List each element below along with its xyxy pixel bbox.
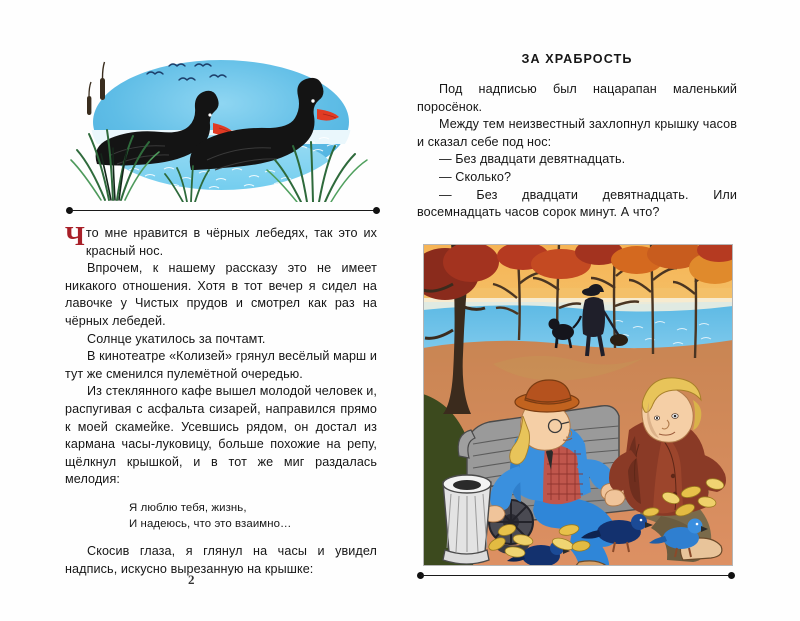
rule-dot-right [373,207,380,214]
trash-can [443,475,491,564]
paragraph: Между тем неизвестный захлопнул крышку часов и сказал себе под нос: [417,117,737,149]
story-title: ЗА ХРАБРОСТЬ [521,52,633,66]
dialogue-line: — Сколько? [439,169,512,184]
park-bench-autumn-illustration [423,244,733,566]
paragraph-opening [65,221,377,260]
rule-line [421,575,731,576]
decorative-rule-right [417,571,735,581]
paragraph: Под надписью был нацарапан маленький поросёнок. [417,82,737,114]
park-bench-artwork [423,244,733,566]
paragraph: Скосив глаза, я глянул на часы и увидел надпись, искусно вырезанную на крышке: [65,543,377,576]
black-swans-illustration [69,52,369,202]
dialogue-line: — Без двадцати девятнадцать. [439,152,626,167]
verse-line: И надеюсь, что это взаимно… [129,517,292,530]
dialogue-line: — Без двадцати девятнадцать. Или восемнадцать часов сорок минут. А что? [417,187,737,220]
left-body-text [65,221,377,578]
left-page-column [65,52,377,578]
verse-line: Я люблю тебя, жизнь, [129,501,247,514]
rule-dot-right [728,572,735,579]
black-swans-artwork [69,52,369,202]
paragraph: Впрочем, к нашему рассказу это не имеет никакого отношения. Хотя в тот вечер я сидел на лавочке у Чистых прудов и смотрел как раз на чёрных лебедей. [65,261,377,328]
decorative-rule-left [65,206,377,216]
paragraph: Солнце укатилось за почтамт. [87,331,266,346]
drop-cap-letter: Ч [65,221,85,251]
right-page-column [417,52,737,581]
right-body-text [417,81,737,222]
rule-line [69,210,377,211]
paragraph-text: то мне нравится в чёрных лебедях, так это их красный нос. [85,226,377,258]
page-number: 2 [188,572,195,587]
paragraph: Из стеклянного кафе вышел молодой человек и, распугивая с асфальта сизарей, направился прямо к моей скамейке. Усевшись рядом, он достал из кармана часы-луковицу, больше похожие на репу, щёлкнул крышкой, и в тот же миг раздалась мелодия: [65,384,377,487]
verse-block [65,500,377,532]
paragraph: В кинотеатре «Колизей» грянул весёлый марш и тут же сменился пулемётной очередью. [65,349,377,381]
